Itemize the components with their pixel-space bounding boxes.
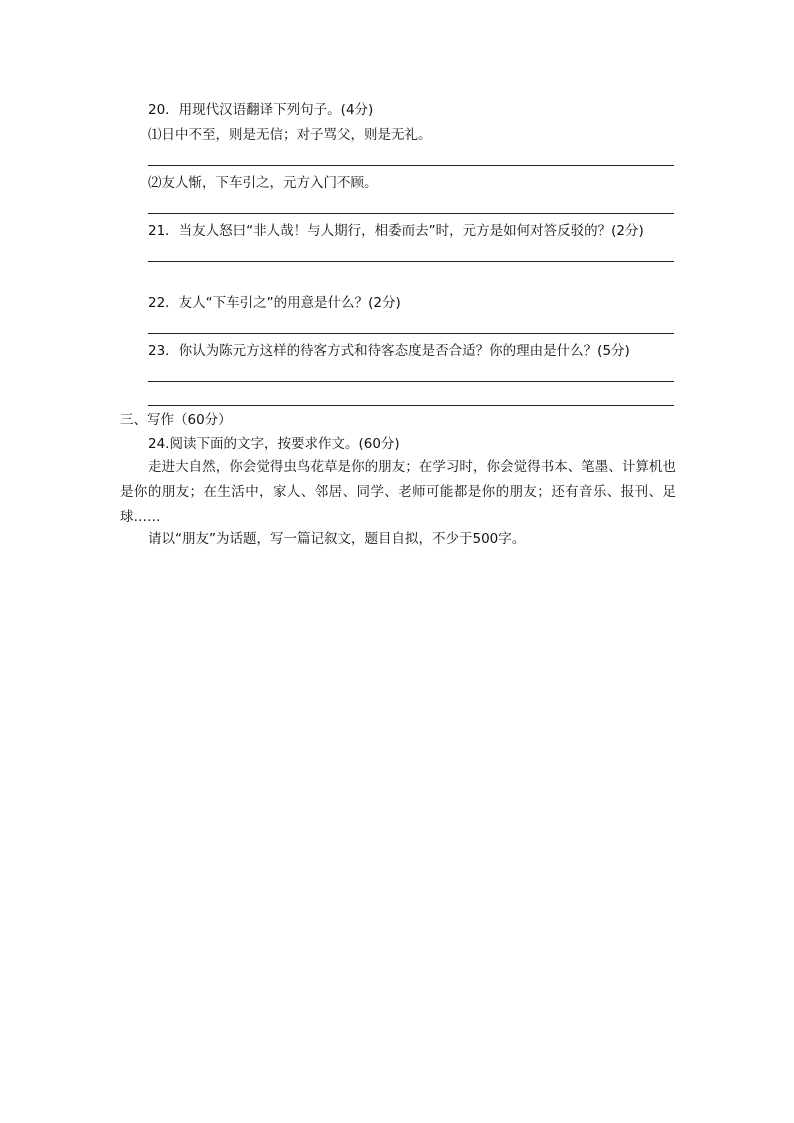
- question-22-prompt: 22．友人“下车引之”的用意是什么？(2分): [148, 295, 401, 311]
- question-20-item-2: ⑵友人惭，下车引之，元方入门不顾。: [148, 175, 378, 191]
- question-23-prompt: 23．你认为陈元方这样的待客方式和待客态度是否合适？你的理由是什么？(5分): [148, 343, 630, 359]
- question-20-item-1: ⑴日中不至，则是无信；对子骂父，则是无礼。: [148, 127, 432, 143]
- answer-line-20-1: [148, 165, 674, 166]
- question-21-prompt: 21．当友人怒曰“非人哉！与人期行，相委而去”时，元方是如何对答反驳的？(2分): [148, 223, 644, 239]
- answer-line-22: [148, 333, 674, 334]
- answer-line-20-2: [148, 213, 674, 214]
- question-24-prompt: 24.阅读下面的文字，按要求作文。(60分): [148, 436, 400, 452]
- writing-passage: 走进大自然，你会觉得虫鸟花草是你的朋友；在学习时，你会觉得书本、笔墨、计算机也是你的朋友；在生活中，家人、邻居、同学、老师可能都是你的朋友；还有音乐、报刊、足球……: [120, 459, 676, 525]
- question-20-prompt: 20．用现代汉语翻译下列句子。(4分): [148, 102, 374, 118]
- answer-line-23-2: [148, 405, 674, 406]
- writing-section-title: 三、写作（60分）: [120, 412, 232, 428]
- answer-line-23-1: [148, 381, 674, 382]
- answer-line-21: [148, 261, 674, 262]
- writing-instruction: 请以“朋友”为话题，写一篇记叙文，题目自拟，不少于500字。: [148, 531, 526, 547]
